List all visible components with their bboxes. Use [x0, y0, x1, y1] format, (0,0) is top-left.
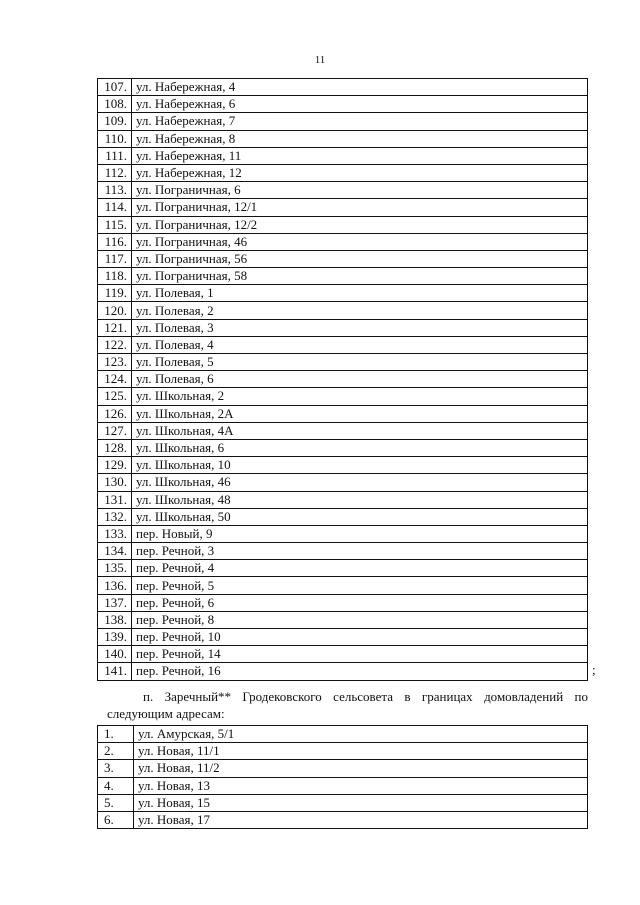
row-number: 140.	[98, 646, 132, 663]
row-number: 117.	[98, 250, 132, 267]
row-address: ул. Новая, 11/1	[134, 743, 588, 760]
row-address: ул. Полевая, 3	[132, 319, 588, 336]
row-number: 113.	[98, 182, 132, 199]
table-row	[98, 336, 588, 353]
table-row	[98, 216, 588, 233]
table-row	[98, 794, 588, 811]
row-address: ул. Школьная, 50	[132, 508, 588, 525]
row-address: ул. Школьная, 46	[132, 474, 588, 491]
table-row	[98, 285, 588, 302]
row-address: ул. Новая, 15	[134, 794, 588, 811]
row-number: 139.	[98, 629, 132, 646]
row-number: 2.	[98, 743, 134, 760]
row-number: 116.	[98, 233, 132, 250]
row-address: ул. Пограничная, 12/2	[132, 216, 588, 233]
row-number: 4.	[98, 777, 134, 794]
row-address: ул. Школьная, 2	[132, 388, 588, 405]
table-row	[98, 663, 588, 680]
row-number: 124.	[98, 371, 132, 388]
table-row	[98, 577, 588, 594]
row-address: ул. Полевая, 2	[132, 302, 588, 319]
row-address: ул. Новая, 17	[134, 811, 588, 828]
table-row	[98, 543, 588, 560]
row-number: 134.	[98, 543, 132, 560]
row-address: ул. Амурская, 5/1	[134, 726, 588, 743]
row-address: пер. Речной, 8	[132, 611, 588, 628]
table-row	[98, 164, 588, 181]
row-number: 129.	[98, 457, 132, 474]
row-number: 110.	[98, 130, 132, 147]
row-number: 3.	[98, 760, 134, 777]
table-row	[98, 457, 588, 474]
table-row	[98, 113, 588, 130]
table-row	[98, 508, 588, 525]
row-number: 125.	[98, 388, 132, 405]
table-row	[98, 611, 588, 628]
row-number: 5.	[98, 794, 134, 811]
table-row	[98, 199, 588, 216]
row-address: пер. Речной, 3	[132, 543, 588, 560]
address-table-main-body	[98, 79, 588, 681]
row-address: ул. Пограничная, 6	[132, 182, 588, 199]
table-row	[98, 594, 588, 611]
address-table-zarechny-body	[98, 726, 588, 829]
row-address: ул. Полевая, 5	[132, 354, 588, 371]
row-number: 118.	[98, 268, 132, 285]
table-row	[98, 96, 588, 113]
row-address: ул. Набережная, 7	[132, 113, 588, 130]
row-number: 115.	[98, 216, 132, 233]
row-address: ул. Полевая, 6	[132, 371, 588, 388]
table-row	[98, 130, 588, 147]
row-number: 137.	[98, 594, 132, 611]
row-number: 130.	[98, 474, 132, 491]
table-row	[98, 726, 588, 743]
row-address: ул. Школьная, 10	[132, 457, 588, 474]
row-number: 126.	[98, 405, 132, 422]
row-number: 136.	[98, 577, 132, 594]
row-address: ул. Пограничная, 58	[132, 268, 588, 285]
row-address: ул. Набережная, 8	[132, 130, 588, 147]
row-address: ул. Полевая, 1	[132, 285, 588, 302]
row-address: пер. Речной, 14	[132, 646, 588, 663]
row-address: ул. Набережная, 4	[132, 79, 588, 96]
row-number: 133.	[98, 525, 132, 542]
table-row	[98, 182, 588, 199]
address-table-zarechny	[97, 725, 588, 829]
table-row	[98, 760, 588, 777]
table-row	[98, 743, 588, 760]
row-number: 120.	[98, 302, 132, 319]
row-address: ул. Новая, 13	[134, 777, 588, 794]
row-number: 128.	[98, 439, 132, 456]
row-number: 131.	[98, 491, 132, 508]
table-row	[98, 79, 588, 96]
row-address: ул. Школьная, 2А	[132, 405, 588, 422]
row-number: 122.	[98, 336, 132, 353]
table-row	[98, 474, 588, 491]
row-address: пер. Речной, 10	[132, 629, 588, 646]
row-number: 123.	[98, 354, 132, 371]
address-table-main	[97, 78, 588, 681]
row-number: 127.	[98, 422, 132, 439]
table-row	[98, 422, 588, 439]
row-address: пер. Речной, 6	[132, 594, 588, 611]
row-number: 141.	[98, 663, 132, 680]
table-row	[98, 233, 588, 250]
row-number: 108.	[98, 96, 132, 113]
table-row	[98, 354, 588, 371]
row-number: 1.	[98, 726, 134, 743]
row-number: 121.	[98, 319, 132, 336]
section-heading-line2: следующим адресам:	[107, 706, 225, 721]
row-number: 114.	[98, 199, 132, 216]
row-address: ул. Набережная, 12	[132, 164, 588, 181]
row-address: ул. Пограничная, 56	[132, 250, 588, 267]
row-address: пер. Речной, 5	[132, 577, 588, 594]
table-row	[98, 525, 588, 542]
row-address: пер. Новый, 9	[132, 525, 588, 542]
page-number: 11	[314, 54, 326, 66]
row-number: 138.	[98, 611, 132, 628]
trailing-semicolon: ;	[592, 662, 596, 677]
table-row	[98, 646, 588, 663]
table-row	[98, 811, 588, 828]
table-row	[98, 147, 588, 164]
row-number: 109.	[98, 113, 132, 130]
section-heading-line1: п. Заречный** Гродековского сельсовета в границах домовладений по	[143, 689, 588, 704]
row-address: ул. Новая, 11/2	[134, 760, 588, 777]
row-number: 119.	[98, 285, 132, 302]
row-address: ул. Набережная, 11	[132, 147, 588, 164]
table-row	[98, 405, 588, 422]
table-row	[98, 302, 588, 319]
table-row	[98, 629, 588, 646]
row-address: ул. Школьная, 6	[132, 439, 588, 456]
row-address: пер. Речной, 16	[132, 663, 588, 680]
row-address: ул. Пограничная, 46	[132, 233, 588, 250]
row-number: 135.	[98, 560, 132, 577]
row-address: ул. Набережная, 6	[132, 96, 588, 113]
table-row	[98, 371, 588, 388]
table-row	[98, 250, 588, 267]
table-row	[98, 560, 588, 577]
row-number: 112.	[98, 164, 132, 181]
row-number: 111.	[98, 147, 132, 164]
table-row	[98, 439, 588, 456]
row-number: 132.	[98, 508, 132, 525]
row-address: ул. Полевая, 4	[132, 336, 588, 353]
row-address: ул. Пограничная, 12/1	[132, 199, 588, 216]
row-address: ул. Школьная, 48	[132, 491, 588, 508]
row-address: пер. Речной, 4	[132, 560, 588, 577]
table-row	[98, 388, 588, 405]
row-number: 107.	[98, 79, 132, 96]
row-number: 6.	[98, 811, 134, 828]
table-row	[98, 491, 588, 508]
table-row	[98, 268, 588, 285]
row-address: ул. Школьная, 4А	[132, 422, 588, 439]
table-row	[98, 319, 588, 336]
table-row	[98, 777, 588, 794]
